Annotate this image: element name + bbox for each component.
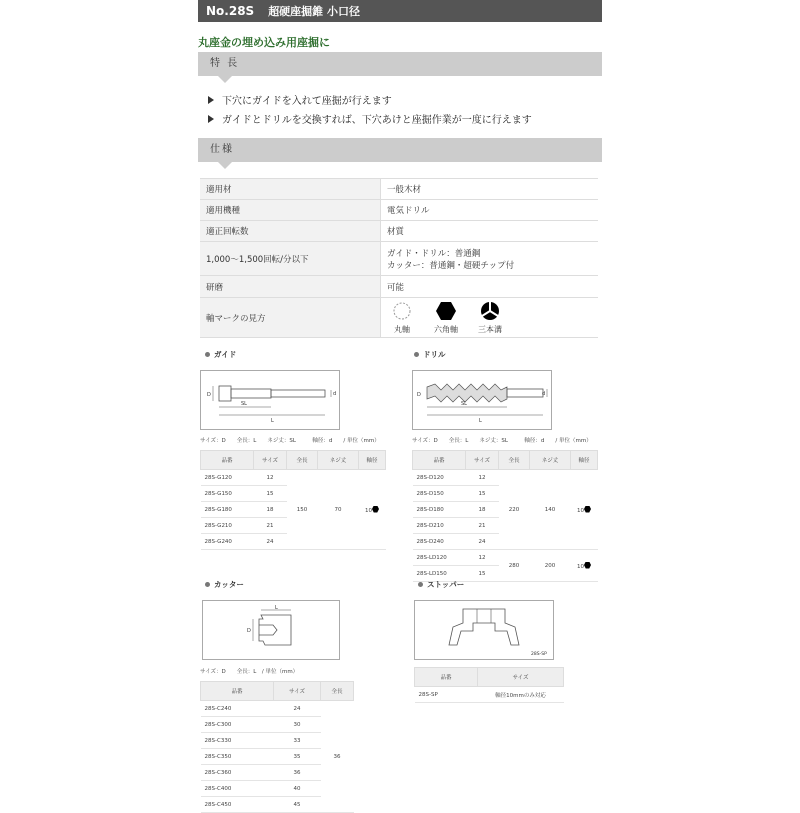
feature-item-2 (208, 111, 532, 126)
col-header: 軸径 (359, 451, 386, 470)
table-row (413, 550, 598, 566)
cell-size: 36 (274, 765, 321, 781)
arrow-right-icon (208, 96, 214, 104)
table-row (200, 242, 598, 276)
spec-key: 適用機種 (200, 200, 381, 221)
cell-size: 24 (254, 534, 287, 550)
stopper-drawing (415, 601, 553, 659)
hex-mark-icon (584, 506, 591, 513)
cell-code: 28S-D150 (413, 486, 466, 502)
col-header: サイズ (466, 451, 499, 470)
cell-size: 35 (274, 749, 321, 765)
dim-label-D: D (417, 392, 421, 398)
spec-key: 軸マークの見方 (200, 298, 381, 338)
cell-code: 28S-G150 (201, 486, 254, 502)
table-row (413, 470, 598, 486)
cell-size: 18 (466, 502, 499, 518)
cell-code: 28S-C400 (201, 781, 274, 797)
col-header: 品番 (201, 451, 254, 470)
dim-label-d: d (333, 391, 337, 397)
cell-screw: 140 (530, 470, 571, 550)
col-header: ネジ丈 (318, 451, 359, 470)
guide-diagram (200, 370, 340, 430)
cell-size: 24 (466, 534, 499, 550)
product-number: No.28S (206, 4, 255, 18)
cell-shaft (571, 470, 598, 550)
cell-code: 28S-SP (415, 687, 478, 703)
hex-mark-icon (372, 506, 379, 513)
cell-code: 28S-G120 (201, 470, 254, 486)
cell-size: 15 (254, 486, 287, 502)
col-header: 全長 (287, 451, 318, 470)
table-row (200, 276, 598, 298)
cell-size: 45 (274, 797, 321, 813)
shaft-marks (381, 298, 599, 338)
spec-heading (198, 138, 602, 162)
cell-code: 28S-D120 (413, 470, 466, 486)
cell-code: 28S-D210 (413, 518, 466, 534)
mark-label: 丸軸 (394, 324, 410, 334)
dim-label-SL: SL (241, 401, 247, 407)
dim-label-SL: SL (461, 401, 467, 407)
cell-code: 28S-C350 (201, 749, 274, 765)
col-header: ネジ丈 (530, 451, 571, 470)
cell-code: 28S-C330 (201, 733, 274, 749)
cutter-heading: カッター (205, 579, 244, 590)
cell-code: 28S-G180 (201, 502, 254, 518)
cell-size: 21 (466, 518, 499, 534)
spec-value-line: カッター：普通鋼・超硬チップ付 (387, 260, 515, 271)
dim-label-L: L (479, 418, 482, 424)
guide-table (200, 450, 386, 550)
cell-size: 33 (274, 733, 321, 749)
col-header: サイズ (274, 682, 321, 701)
col-header: 品番 (415, 668, 478, 687)
drill-drawing (413, 371, 551, 429)
mark-round (387, 301, 417, 335)
cell-screw: 200 (530, 550, 571, 582)
hex-shaft-icon (436, 301, 456, 321)
col-header: 品番 (413, 451, 466, 470)
table-row (200, 221, 598, 242)
features-heading-label: 特 長 (210, 58, 240, 69)
cutter-note: サイズ：D 全長：L / 単位（mm） (200, 669, 299, 675)
table-header-row (201, 682, 354, 701)
spec-value: 一般木材 (381, 179, 599, 200)
dim-label-L: L (275, 605, 278, 611)
spec-value: 電気ドリル (381, 200, 599, 221)
cell-code: 28S-G210 (201, 518, 254, 534)
cell-shaft (359, 470, 386, 550)
spec-key: 適正回転数 (200, 221, 381, 242)
arrow-right-icon (208, 115, 214, 123)
cell-code: 28S-D240 (413, 534, 466, 550)
cell-length: 280 (499, 550, 530, 582)
spec-heading-label: 仕様 (210, 144, 234, 155)
spec-value: 可能 (381, 276, 599, 298)
cutter-drawing (203, 601, 339, 659)
cell-code: 28S-C300 (201, 717, 274, 733)
feature-item-1 (208, 92, 392, 107)
cell-size: 30 (274, 717, 321, 733)
spec-value (381, 242, 599, 276)
shaft-value: 10 (577, 507, 584, 514)
spec-key: 1,000～1,500回転/分以下 (200, 242, 381, 276)
mark-label: 三本溝 (478, 324, 502, 334)
spec-key: 研磨 (200, 276, 381, 298)
table-row (200, 298, 598, 338)
guide-note: サイズ：D 全長：L ネジ丈：SL 軸径：d / 単位（mm） (200, 438, 380, 444)
spec-value: 材質 (381, 221, 599, 242)
hex-mark-icon (584, 562, 591, 569)
cell-screw: 70 (318, 470, 359, 550)
cutter-table (200, 681, 354, 813)
spec-key: 適用材 (200, 179, 381, 200)
cell-size: 12 (254, 470, 287, 486)
dim-label-L: L (271, 418, 274, 424)
stopper-table (414, 667, 564, 703)
guide-heading: ガイド (205, 349, 236, 360)
cell-size: 15 (466, 486, 499, 502)
cell-size: 12 (466, 470, 499, 486)
col-header: 全長 (499, 451, 530, 470)
feature-text: 下穴にガイドを入れて座掘が行えます (222, 96, 392, 107)
shaft-value: 10 (577, 563, 584, 570)
stopper-heading: ストッパー (418, 579, 464, 590)
title-bar (198, 0, 602, 22)
cell-size: 40 (274, 781, 321, 797)
stopper-diagram (414, 600, 554, 660)
stopper-diagram-label: 28S-SP (531, 652, 547, 657)
dim-label-D: D (247, 628, 251, 634)
table-row (415, 687, 564, 703)
round-shaft-icon (392, 301, 412, 321)
drill-table (412, 450, 598, 582)
col-header: サイズ (254, 451, 287, 470)
table-header-row (201, 451, 386, 470)
cell-size: 12 (466, 550, 499, 566)
table-header-row (413, 451, 598, 470)
subtitle: 丸座金の埋め込み用座掘に (198, 34, 602, 55)
cell-code: 28S-LD150 (413, 566, 466, 582)
mark-three-groove (475, 301, 505, 335)
guide-drawing (201, 371, 339, 429)
table-row (200, 200, 598, 221)
cell-length: 220 (499, 470, 530, 550)
cell-length: 36 (321, 701, 354, 813)
table-row (201, 701, 354, 717)
cell-code: 28S-D180 (413, 502, 466, 518)
feature-text: ガイドとドリルを交換すれば、下穴あけと座掘作業が一度に行えます (222, 115, 532, 126)
features-heading (198, 52, 602, 76)
shaft-value: 10 (365, 507, 372, 514)
spec-table (200, 178, 598, 338)
product-title: 超硬座掘錐 小口径 (268, 5, 361, 18)
drill-note: サイズ：D 全長：L ネジ丈：SL 軸径：d / 単位（mm） (412, 438, 592, 444)
cell-size: 18 (254, 502, 287, 518)
cell-code: 28S-C360 (201, 765, 274, 781)
cell-size: 21 (254, 518, 287, 534)
cell-code: 28S-LD120 (413, 550, 466, 566)
cell-code: 28S-C450 (201, 797, 274, 813)
mark-hex (431, 301, 461, 335)
cell-length: 150 (287, 470, 318, 550)
drill-heading: ドリル (414, 349, 446, 360)
cell-code: 28S-G240 (201, 534, 254, 550)
table-row (201, 470, 386, 486)
cutter-diagram (202, 600, 340, 660)
dim-label-d: d (542, 391, 546, 397)
table-row (200, 179, 598, 200)
mark-label: 六角軸 (434, 324, 458, 334)
cell-size: 15 (466, 566, 499, 582)
cell-shaft (571, 550, 598, 582)
drill-diagram (412, 370, 552, 430)
col-header: サイズ (478, 668, 564, 687)
col-header: 軸径 (571, 451, 598, 470)
cell-size: 24 (274, 701, 321, 717)
cell-size: 軸径10mmのみ対応 (478, 687, 564, 703)
cell-code: 28S-C240 (201, 701, 274, 717)
col-header: 品番 (201, 682, 274, 701)
spec-value-line: ガイド・ドリル：普通鋼 (387, 248, 481, 259)
table-header-row (415, 668, 564, 687)
three-groove-shaft-icon (480, 301, 500, 321)
col-header: 全長 (321, 682, 354, 701)
dim-label-D: D (207, 392, 211, 398)
